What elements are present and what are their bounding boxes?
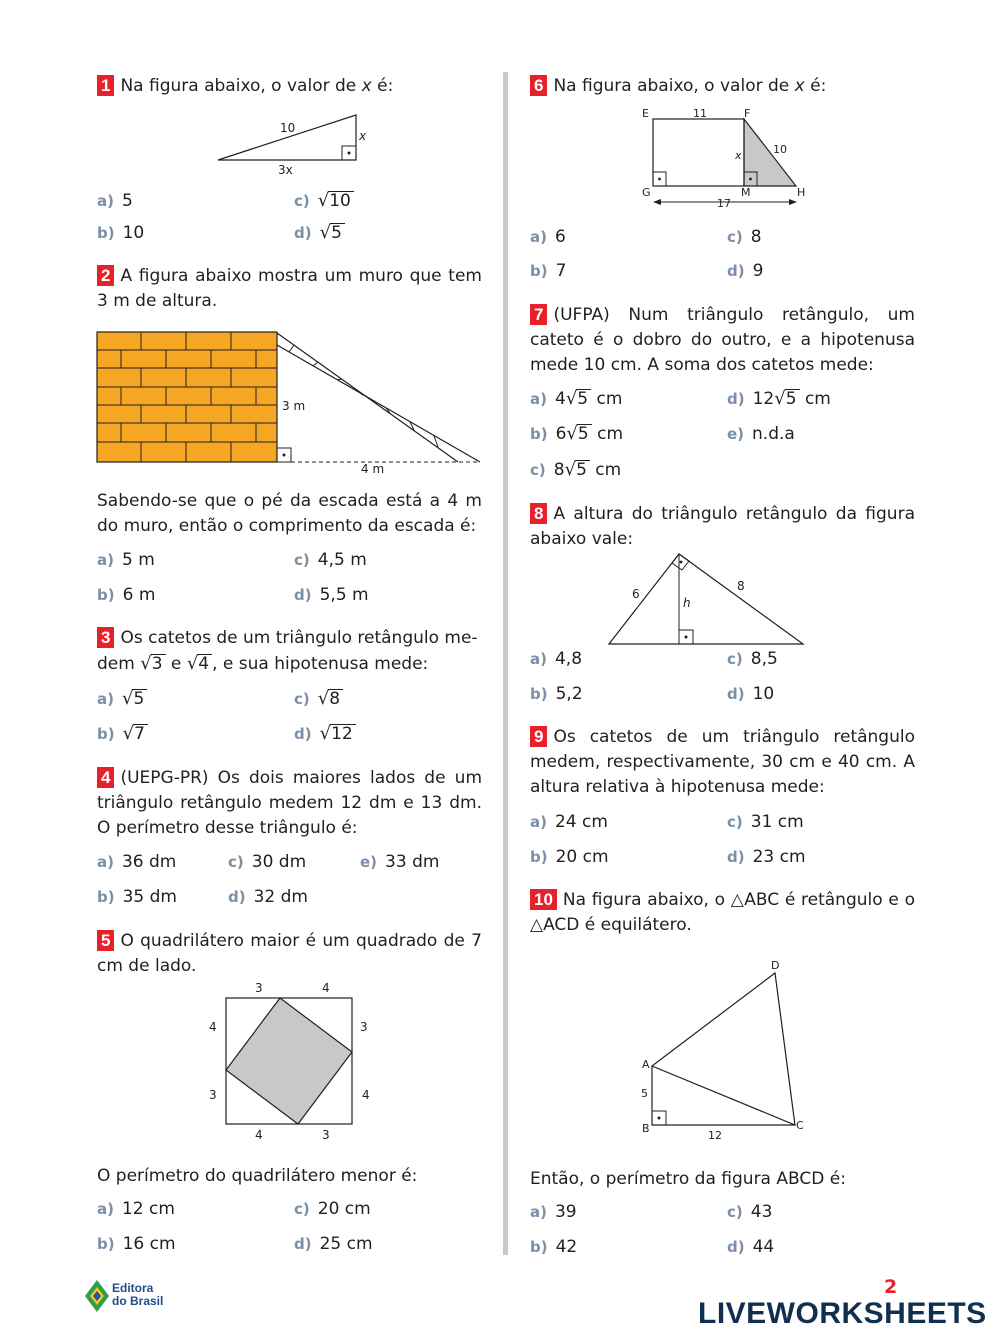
- label-height: 3 m: [282, 399, 306, 413]
- svg-text:B: B: [642, 1122, 650, 1135]
- svg-text:10: 10: [773, 143, 787, 156]
- option-4c[interactable]: c) 30 dm: [228, 852, 307, 872]
- option-5d[interactable]: d) 25 cm: [294, 1234, 373, 1254]
- option-4e[interactable]: e) 33 dm: [360, 852, 440, 872]
- option-9c[interactable]: c) 31 cm: [727, 812, 804, 832]
- svg-text:11: 11: [693, 107, 707, 120]
- question-4: 4 (UEPG-PR) Os dois maiores lados de um triângulo retângulo medem 12 dm e 13 dm. O perímetro desse triângulo é:: [97, 768, 482, 838]
- option-6c[interactable]: c) 8: [727, 227, 762, 247]
- question-10-prompt: Então, o perímetro da figura ABCD é:: [530, 1169, 846, 1189]
- option-7e[interactable]: e) n.d.a: [727, 424, 795, 444]
- option-4b[interactable]: b) 35 dm: [97, 887, 177, 907]
- svg-text:C: C: [796, 1119, 804, 1132]
- question-8: 8 A altura do triângulo retângulo da figura abaixo vale:: [530, 504, 915, 549]
- question-3: 3 Os catetos de um triângulo retângulo me- dem √3 e √4 , e sua hipotenusa mede:: [97, 628, 478, 674]
- svg-text:x: x: [735, 149, 742, 162]
- label-base: 3x: [278, 163, 293, 177]
- svg-text:4: 4: [255, 1128, 263, 1142]
- page-number: 2: [884, 1276, 898, 1298]
- question-10: 10 Na figura abaixo, o △ABC é retângulo e o △ACD é equilátero.: [530, 890, 915, 935]
- option-6b[interactable]: b) 7: [530, 261, 567, 281]
- option-7c[interactable]: c) 8√5 cm: [530, 459, 622, 480]
- option-4d[interactable]: d) 32 dm: [228, 887, 308, 907]
- svg-text:F: F: [744, 107, 751, 120]
- svg-text:4: 4: [209, 1020, 217, 1034]
- option-10b[interactable]: b) 42: [530, 1237, 578, 1257]
- option-2c[interactable]: c) 4,5 m: [294, 550, 367, 570]
- svg-text:3: 3: [209, 1088, 217, 1102]
- option-2b[interactable]: b) 6 m: [97, 585, 156, 605]
- option-5c[interactable]: c) 20 cm: [294, 1199, 371, 1219]
- option-8a[interactable]: a) 4,8: [530, 649, 583, 669]
- option-7d[interactable]: d) 12√5 cm: [727, 388, 831, 409]
- option-9d[interactable]: d) 23 cm: [727, 847, 806, 867]
- option-1b[interactable]: b) 10: [97, 223, 145, 243]
- option-3c[interactable]: c) √8: [294, 688, 343, 710]
- option-1a[interactable]: a) 5: [97, 191, 133, 211]
- figure-q10-quadrilateral: [630, 955, 820, 1145]
- option-5a[interactable]: a) 12 cm: [97, 1199, 175, 1219]
- figure-q5-squares: [200, 978, 380, 1148]
- option-10d[interactable]: d) 44: [727, 1237, 775, 1257]
- question-2-prompt: Sabendo-se que o pé da escada está a 4 m do muro, então o comprimento da escada é:: [97, 491, 482, 536]
- label-hyp: 10: [280, 121, 296, 135]
- svg-text:3: 3: [255, 981, 263, 995]
- svg-text:H: H: [797, 186, 806, 199]
- svg-text:D: D: [771, 959, 780, 972]
- svg-text:A: A: [642, 1058, 650, 1071]
- svg-text:17: 17: [717, 197, 731, 210]
- option-9b[interactable]: b) 20 cm: [530, 847, 609, 867]
- svg-text:4: 4: [322, 981, 330, 995]
- option-4a[interactable]: a) 36 dm: [97, 852, 177, 872]
- figure-q1-triangle: [210, 108, 370, 178]
- svg-text:G: G: [642, 186, 651, 199]
- publisher-logo-icon: [84, 1279, 110, 1313]
- option-2a[interactable]: a) 5 m: [97, 550, 155, 570]
- figure-q8-triangle: [600, 548, 810, 648]
- option-3a[interactable]: a) √5: [97, 688, 147, 710]
- svg-text:8: 8: [737, 579, 745, 593]
- option-5b[interactable]: b) 16 cm: [97, 1234, 176, 1254]
- figure-q6-trapezoid: [636, 104, 816, 214]
- svg-text:5: 5: [641, 1087, 648, 1100]
- question-9: 9 Os catetos de um triângulo retângulo medem, respectivamente, 30 cm e 40 cm. A altura relativa à hipotenusa mede:: [530, 727, 915, 797]
- option-10a[interactable]: a) 39: [530, 1202, 577, 1222]
- option-9a[interactable]: a) 24 cm: [530, 812, 608, 832]
- option-3b[interactable]: b) √7: [97, 723, 148, 745]
- option-1d[interactable]: d) √5: [294, 222, 345, 244]
- label-distance: 4 m: [361, 462, 385, 476]
- question-5: 5 O quadrilátero maior é um quadrado de 7 cm de lado.: [97, 931, 482, 976]
- figure-q2-wall-ladder: [96, 331, 486, 476]
- svg-text:12: 12: [708, 1129, 722, 1142]
- option-8b[interactable]: b) 5,2: [530, 684, 583, 704]
- option-6a[interactable]: a) 6: [530, 227, 566, 247]
- option-8d[interactable]: d) 10: [727, 684, 775, 704]
- question-number: 1: [97, 75, 114, 96]
- svg-text:4: 4: [362, 1088, 370, 1102]
- svg-text:M: M: [741, 186, 751, 199]
- question-1: 1 Na figura abaixo, o valor de x é:: [97, 74, 482, 99]
- question-7: 7 (UFPA) Num triângulo retângulo, um cateto é o dobro do outro, e a hipotenusa mede 10 cm. A soma dos catetos mede:: [530, 305, 915, 375]
- svg-text:h: h: [683, 596, 691, 610]
- question-5-prompt: O perímetro do quadrilátero menor é:: [97, 1166, 418, 1186]
- option-2d[interactable]: d) 5,5 m: [294, 585, 369, 605]
- option-7b[interactable]: b) 6√5 cm: [530, 423, 624, 444]
- liveworksheets-brand[interactable]: LIVEWORKSHEETS: [698, 1297, 987, 1330]
- question-6: 6 Na figura abaixo, o valor de x é:: [530, 74, 915, 99]
- svg-text:3: 3: [360, 1020, 368, 1034]
- option-7a[interactable]: a) 4√5 cm: [530, 388, 623, 409]
- svg-text:3: 3: [322, 1128, 330, 1142]
- option-10c[interactable]: c) 43: [727, 1202, 773, 1222]
- option-6d[interactable]: d) 9: [727, 261, 764, 281]
- label-x: x: [359, 129, 367, 143]
- svg-text:E: E: [642, 107, 649, 120]
- column-divider: [503, 72, 508, 1255]
- question-2: 2 A figura abaixo mostra um muro que tem 3 m de altura.: [97, 266, 482, 311]
- option-3d[interactable]: d) √12: [294, 723, 356, 745]
- option-1c[interactable]: c) √10: [294, 190, 354, 212]
- svg-text:6: 6: [632, 587, 640, 601]
- option-8c[interactable]: c) 8,5: [727, 649, 778, 669]
